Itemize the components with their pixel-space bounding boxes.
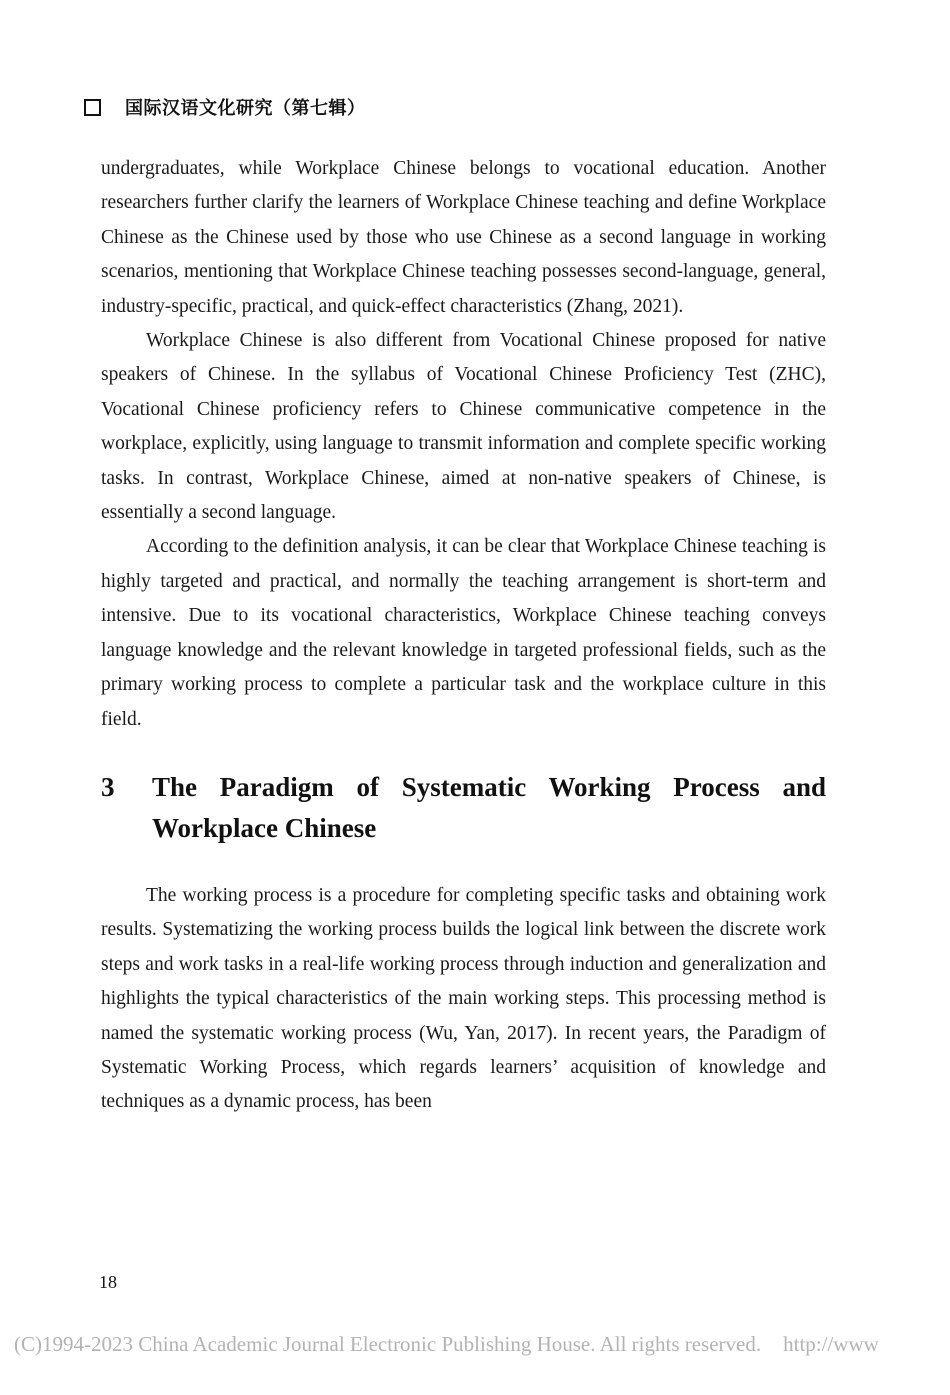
copyright-text: (C)1994-2023 China Academic Journal Electronic Publishing House. All rights reserved.: [14, 1332, 762, 1356]
body-paragraph: The working process is a procedure for completing specific tasks and obtaining work results. Systematizing the working process builds the logical link between the discrete work steps and work tasks in a real-life working process through induction and generalization and highlights the typical characteristics of the main working steps. This processing method is named the systematic working process (Wu, Yan, 2017). In recent years, the Paradigm of Systematic Working Process, which regards learners’ acquisition of knowledge and techniques as a dynamic process, has been: [101, 884, 826, 1113]
body-paragraph: Workplace Chinese is also different from Vocational Chinese proposed for native speakers of Chinese. In the syllabus of Vocational Chinese Proficiency Test (ZHC), Vocational Chinese proficiency refers to Chinese communicative competence in the workplace, explicitly, using language to transmit information and complete specific working tasks. In contrast, Workplace Chinese, aimed at non-native speakers of Chinese, is essentially a second language.: [101, 330, 826, 524]
page-body: [101, 152, 826, 1120]
copyright-notice: [14, 1332, 950, 1357]
section-number: 3: [101, 771, 115, 802]
page-number: 18: [99, 1272, 117, 1292]
header-square-icon: [84, 99, 101, 116]
journal-title: 国际汉语文化研究（第七辑）: [125, 98, 366, 119]
section-title: The Paradigm of Systematic Working Process and Workplace Chinese: [152, 771, 826, 843]
copyright-url: http://www: [783, 1332, 879, 1356]
body-paragraph: undergraduates, while Workplace Chinese belongs to vocational education. Another researchers further clarify the learners of Workplace Chinese teaching and define Workplace Chinese as the Chinese used by those who use Chinese as a second language in working scenarios, mentioning that Workplace Chinese teaching possesses second-language, general, industry-specific, practical, and quick-effect characteristics (Zhang, 2021).: [101, 158, 826, 317]
running-head: [84, 94, 366, 120]
body-paragraph: According to the definition analysis, it can be clear that Workplace Chinese teaching is highly targeted and practical, and normally the teaching arrangement is short-term and intensive. Due to its vocational characteristics, Workplace Chinese teaching conveys language knowledge and the relevant knowledge in targeted professional fields, such as the primary working process to complete a particular task and the workplace culture in this field.: [101, 536, 826, 730]
section-heading: [101, 767, 826, 849]
